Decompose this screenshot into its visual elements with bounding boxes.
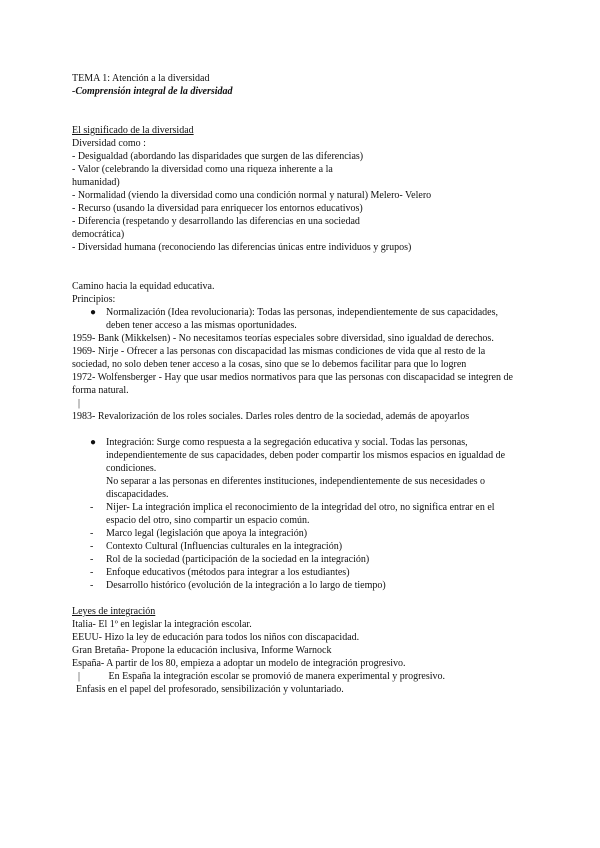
integracion-text: Integración: Surge como respuesta a la segregación educativa y social. Todas las personas, independientemente de sus capacidades, deben poder compartir los mismos espacios en igualdad de condiciones. xyxy=(106,437,506,474)
bullet-icon: ● xyxy=(90,437,97,448)
leyes-line: Gran Bretaña- Propone la educación inclusiva, Informe Warnock xyxy=(72,645,332,656)
leyes-line: España- A partir de los 80, empieza a adoptar un modelo de integración progresivo. xyxy=(72,658,406,669)
dash-marker: - xyxy=(90,528,94,539)
diversidad-intro: Diversidad como : xyxy=(72,138,146,149)
dash-item xyxy=(72,501,520,527)
spain-detail-row xyxy=(72,670,520,683)
document-subtitle: -Comprensión integral de la diversidad xyxy=(72,86,233,97)
diversidad-item: - Desigualdad (abordando las disparidades que surgen de las diferencias) xyxy=(72,151,364,162)
principios-label: Principios: xyxy=(72,294,116,305)
dash-marker: - xyxy=(90,567,94,578)
dash-item-text: Desarrollo histórico (evolución de la integración a lo largo de tiempo) xyxy=(106,580,386,591)
dash-marker: - xyxy=(90,580,94,591)
document-page xyxy=(72,72,520,696)
timeline-roles: 1983- Revalorización de los roles sociales. Darles roles dentro de la sociedad, además de apoyarlos xyxy=(72,411,470,422)
diversidad-item: - Recurso (usando la diversidad para enriquecer los entornos educativos) xyxy=(72,203,363,214)
dash-item-text: Marco legal (legislación que apoya la integración) xyxy=(106,528,308,539)
dash-marker: - xyxy=(90,541,94,552)
diversidad-item: - Diversidad humana (reconociendo las diferencias únicas entre individuos y grupos) xyxy=(72,242,412,253)
dash-item-text: Contexto Cultural (Influencias culturales en la integración) xyxy=(106,541,343,552)
bullet-integracion xyxy=(72,436,520,475)
section-heading-diversidad: El significado de la diversidad xyxy=(72,125,194,136)
timeline-bank: 1959- Bank (Mikkelsen) - No necesitamos teorías especiales sobre diversidad, sino igualdad de derechos. xyxy=(72,333,494,344)
dash-item xyxy=(72,553,520,566)
diversidad-item: - Normalidad (viendo la diversidad como una condición normal y natural) Melero- Velero xyxy=(72,190,432,201)
timeline-wolfensberger: 1972- Wolfensberger - Hay que usar medios normativos para que las personas con discapacidad se integren de forma natural. xyxy=(72,372,513,396)
dash-item-text: Enfoque educativos (métodos para integrar a los estudiantes) xyxy=(106,567,350,578)
timeline-nirje: 1969- Nirje - Ofrecer a las personas con discapacidad las mismas condiciones de vida que al resto de la sociedad, no solo deben tener acceso a la cosas, sino que se lo debemos facilitar para que lo logren xyxy=(72,346,486,370)
dash-item-text: Nijer- La integración implica el reconocimiento de la integridad del otro, no significa entrar en el espacio del otro, sino compartir un espacio común. xyxy=(106,502,495,526)
diversidad-item: - Valor (celebrando la diversidad como una riqueza inherente a la xyxy=(72,164,333,175)
dash-marker: - xyxy=(90,554,94,565)
section-heading-leyes: Leyes de integración xyxy=(72,606,156,617)
spain-connector: | xyxy=(78,671,81,682)
dash-item-text: Rol de la sociedad (participación de la sociedad en la integración) xyxy=(106,554,370,565)
diversidad-item: humanidad) xyxy=(72,177,120,188)
leyes-line: Italia- El 1º en legislar la integración escolar. xyxy=(72,619,252,630)
bullet-icon: ● xyxy=(90,307,97,318)
normalizacion-text: Normalización (Idea revolucionaria): Todas las personas, independientemente de sus capacidades, deben tener acceso a las mismas oportunidades. xyxy=(106,307,499,331)
bullet-normalizacion xyxy=(72,306,520,332)
document-title: TEMA 1: Atención a la diversidad xyxy=(72,73,210,84)
diversidad-item: democrática) xyxy=(72,229,125,240)
dash-item xyxy=(72,527,520,540)
integracion-note: No separar a las personas en diferentes instituciones, independientemente de sus necesidades o discapacidades. xyxy=(106,476,486,500)
enfasis-line: Enfasis en el papel del profesorado, sensibilización y voluntariado. xyxy=(76,684,344,695)
leyes-line: EEUU- Hizo la ley de educación para todos los niños con discapacidad. xyxy=(72,632,360,643)
section-heading-equidad: Camino hacia la equidad educativa. xyxy=(72,281,215,292)
spain-detail-text: En España la integración escolar se promovió de manera experimental y progresivo. xyxy=(108,671,446,682)
dash-item xyxy=(72,540,520,553)
dash-item xyxy=(72,579,520,592)
diversidad-item: - Diferencia (respetando y desarrollando las diferencias en una sociedad xyxy=(72,216,360,227)
dash-item xyxy=(72,566,520,579)
timeline-connector: | xyxy=(78,398,81,409)
dash-marker: - xyxy=(90,502,94,513)
